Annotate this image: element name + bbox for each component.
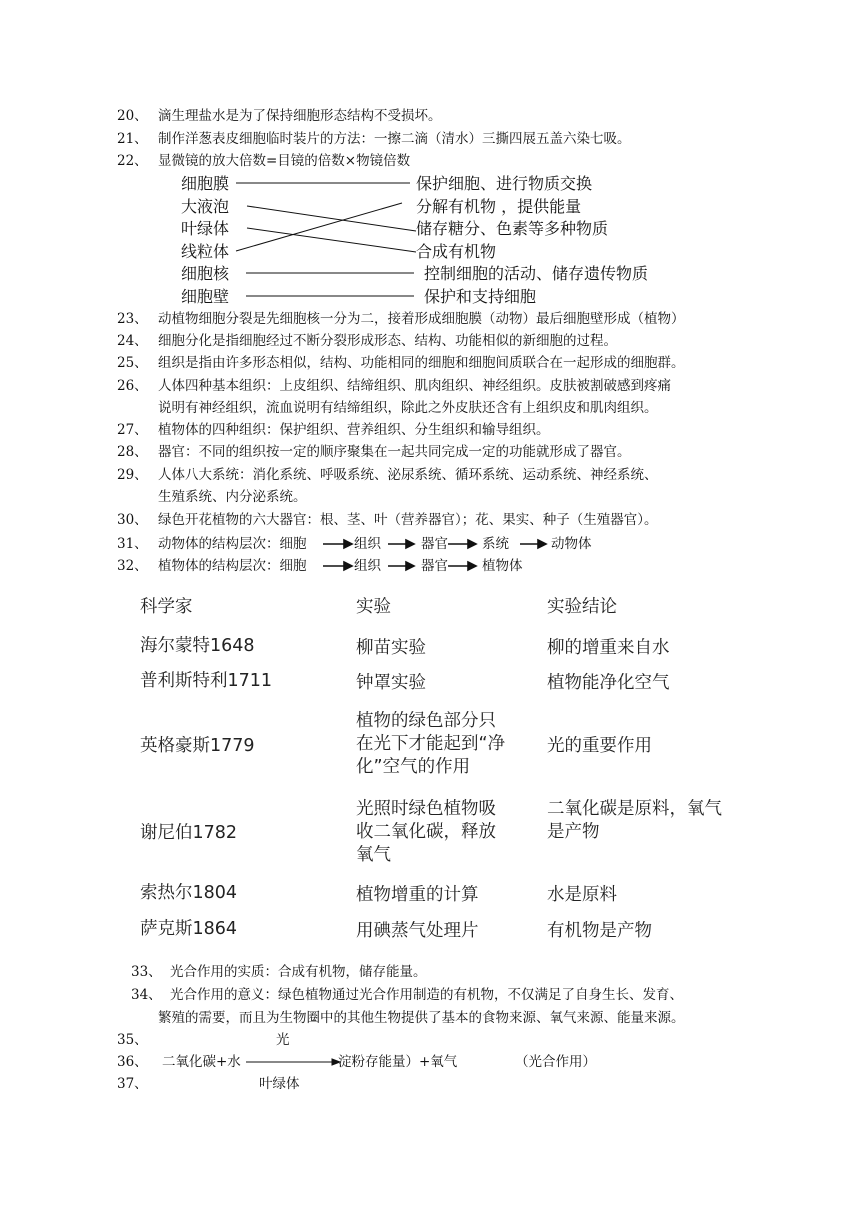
arrow-icon bbox=[468, 562, 476, 570]
item-number: 30、 bbox=[117, 512, 148, 528]
item-text: 人体四种基本组织：上皮组织、结缔组织、肌肉组织、神经组织。皮肤被割破感到疼痛 bbox=[158, 378, 671, 394]
table-cell: 光照时绿色植物吸 bbox=[356, 799, 496, 819]
matching-left-item: 细胞壁 bbox=[181, 287, 230, 306]
item-text: 显微镜的放大倍数=目镜的倍数×物镜倍数 bbox=[158, 153, 411, 169]
arrow-icon bbox=[344, 562, 352, 570]
arrow-icon bbox=[538, 540, 546, 548]
item-text: 制作洋葱表皮细胞临时装片的方法：一擦二滴（清水）三撕四展五盖六染七吸。 bbox=[158, 131, 631, 147]
item-text: 植物体的结构层次：细胞 bbox=[158, 558, 307, 574]
item-number: 33、 bbox=[131, 964, 162, 980]
item-number: 21、 bbox=[117, 131, 148, 147]
arrow-icon bbox=[406, 562, 414, 570]
table-cell: 普利斯特利1711 bbox=[140, 671, 273, 691]
matching-right-item: 储存糖分、色素等多种物质 bbox=[416, 219, 609, 238]
item-number: 24、 bbox=[117, 333, 148, 349]
matching-left-item: 大液泡 bbox=[181, 197, 230, 216]
table-cell: 在光下才能起到“净 bbox=[356, 734, 506, 754]
item-text: 细胞分化是指细胞经过不断分裂形成形态、结构、功能相似的新细胞的过程。 bbox=[158, 333, 617, 349]
item-number: 20、 bbox=[117, 108, 148, 124]
matching-right-item: 控制细胞的活动、储存遗传物质 bbox=[424, 264, 649, 283]
item-number: 36、 bbox=[117, 1054, 148, 1070]
arrow-icon bbox=[406, 540, 414, 548]
matching-right-item: 保护细胞、进行物质交换 bbox=[416, 174, 593, 193]
item-number: 28、 bbox=[117, 444, 148, 460]
table-cell: 钟罩实验 bbox=[356, 673, 426, 693]
table-cell: 二氧化碳是原料，氧气 bbox=[547, 799, 722, 819]
hierarchy-level: 动物体 bbox=[551, 536, 592, 552]
item-text: 说明有神经组织，流血说明有结缔组织，除此之外皮肤还含有上组织皮和肌肉组织。 bbox=[158, 400, 658, 416]
arrow-icon bbox=[344, 540, 352, 548]
table-cell: 植物的绿色部分只 bbox=[356, 711, 496, 731]
table-cell: 海尔蒙特1648 bbox=[140, 636, 255, 656]
matching-left-item: 细胞核 bbox=[181, 264, 230, 283]
matching-right-item: 分解有机物 ，提供能量 bbox=[416, 197, 582, 216]
item-text: 组织是指由许多形态相似，结构、功能相同的细胞和细胞间质联合在一起形成的细胞群。 bbox=[158, 355, 685, 371]
equation-note: （光合作用） bbox=[515, 1054, 596, 1070]
item-text: 动植物细胞分裂是先细胞核一分为二，接着形成细胞膜（动物）最后细胞壁形成（植物） bbox=[158, 311, 685, 327]
item-number: 26、 bbox=[117, 378, 148, 394]
item-number: 34、 bbox=[131, 987, 162, 1003]
table-cell: 光的重要作用 bbox=[547, 736, 652, 756]
item-text: 光合作用的意义：绿色植物通过光合作用制造的有机物，不仅满足了自身生长、发育、 bbox=[170, 987, 683, 1003]
equation-products: 淀粉存能量）+氧气 bbox=[338, 1054, 458, 1070]
table-cell: 氧气 bbox=[356, 845, 391, 865]
match-line bbox=[247, 206, 416, 231]
matching-right-item: 合成有机物 bbox=[416, 242, 497, 261]
table-cell: 用碘蒸气处理片 bbox=[356, 921, 479, 941]
table-header: 科学家 bbox=[140, 597, 193, 617]
matching-right-item: 保护和支持细胞 bbox=[424, 287, 537, 306]
equation-site: 叶绿体 bbox=[259, 1076, 300, 1092]
table-cell: 植物能净化空气 bbox=[547, 673, 670, 693]
item-number: 25、 bbox=[117, 355, 148, 371]
item-text: 生殖系统、内分泌系统。 bbox=[158, 489, 307, 505]
hierarchy-level: 器官 bbox=[421, 558, 448, 574]
equation-condition: 光 bbox=[276, 1032, 290, 1048]
item-text: 植物体的四种组织：保护组织、营养组织、分生组织和输导组织。 bbox=[158, 422, 550, 438]
item-number: 32、 bbox=[117, 558, 148, 574]
matching-left-item: 细胞膜 bbox=[181, 174, 230, 193]
item-text: 绿色开花植物的六大器官：根、茎、叶（营养器官）；花、果实、种子（生殖器官）。 bbox=[158, 512, 658, 528]
item-text: 滴生理盐水是为了保持细胞形态结构不受损坏。 bbox=[158, 108, 442, 124]
item-text: 器官：不同的组织按一定的顺序聚集在一起共同完成一定的功能就形成了器官。 bbox=[158, 444, 631, 460]
table-cell: 植物增重的计算 bbox=[356, 885, 479, 905]
equation-reactants: 二氧化碳+水 bbox=[162, 1054, 241, 1070]
matching-left-item: 线粒体 bbox=[181, 242, 230, 261]
table-cell: 柳苗实验 bbox=[356, 638, 426, 658]
item-number: 23、 bbox=[117, 311, 148, 327]
item-number: 35、 bbox=[117, 1032, 148, 1048]
hierarchy-level: 器官 bbox=[421, 536, 448, 552]
table-cell: 柳的增重来自水 bbox=[547, 638, 670, 658]
item-text: 光合作用的实质：合成有机物，储存能量。 bbox=[170, 964, 427, 980]
table-cell: 谢尼伯1782 bbox=[140, 823, 238, 843]
item-number: 37、 bbox=[117, 1076, 148, 1092]
table-cell: 是产物 bbox=[547, 822, 600, 842]
table-cell: 有机物是产物 bbox=[547, 921, 652, 941]
hierarchy-level: 植物体 bbox=[482, 558, 523, 574]
table-header: 实验结论 bbox=[547, 597, 617, 617]
table-cell: 水是原料 bbox=[547, 885, 617, 905]
table-cell: 收二氧化碳，释放 bbox=[356, 822, 496, 842]
hierarchy-level: 组织 bbox=[354, 536, 381, 552]
table-cell: 萨克斯1864 bbox=[140, 919, 238, 939]
hierarchy-level: 组织 bbox=[354, 558, 381, 574]
item-text: 人体八大系统：消化系统、呼吸系统、泌尿系统、循环系统、运动系统、神经系统、 bbox=[158, 467, 658, 483]
item-text: 繁殖的需要，而且为生物圈中的其他生物提供了基本的食物来源、氧气来源、能量来源。 bbox=[158, 1010, 685, 1026]
table-cell: 索热尔1804 bbox=[140, 883, 238, 903]
matching-left-item: 叶绿体 bbox=[181, 219, 230, 238]
item-number: 22、 bbox=[117, 153, 148, 169]
item-number: 27、 bbox=[117, 422, 148, 438]
item-text: 动物体的结构层次：细胞 bbox=[158, 536, 307, 552]
arrow-icon bbox=[468, 540, 476, 548]
table-cell: 化”空气的作用 bbox=[356, 757, 471, 777]
match-line bbox=[236, 203, 402, 251]
item-number: 31、 bbox=[117, 536, 148, 552]
hierarchy-level: 系统 bbox=[482, 536, 509, 552]
item-number: 29、 bbox=[117, 467, 148, 483]
table-cell: 英格豪斯1779 bbox=[140, 736, 255, 756]
table-header: 实验 bbox=[356, 597, 391, 617]
